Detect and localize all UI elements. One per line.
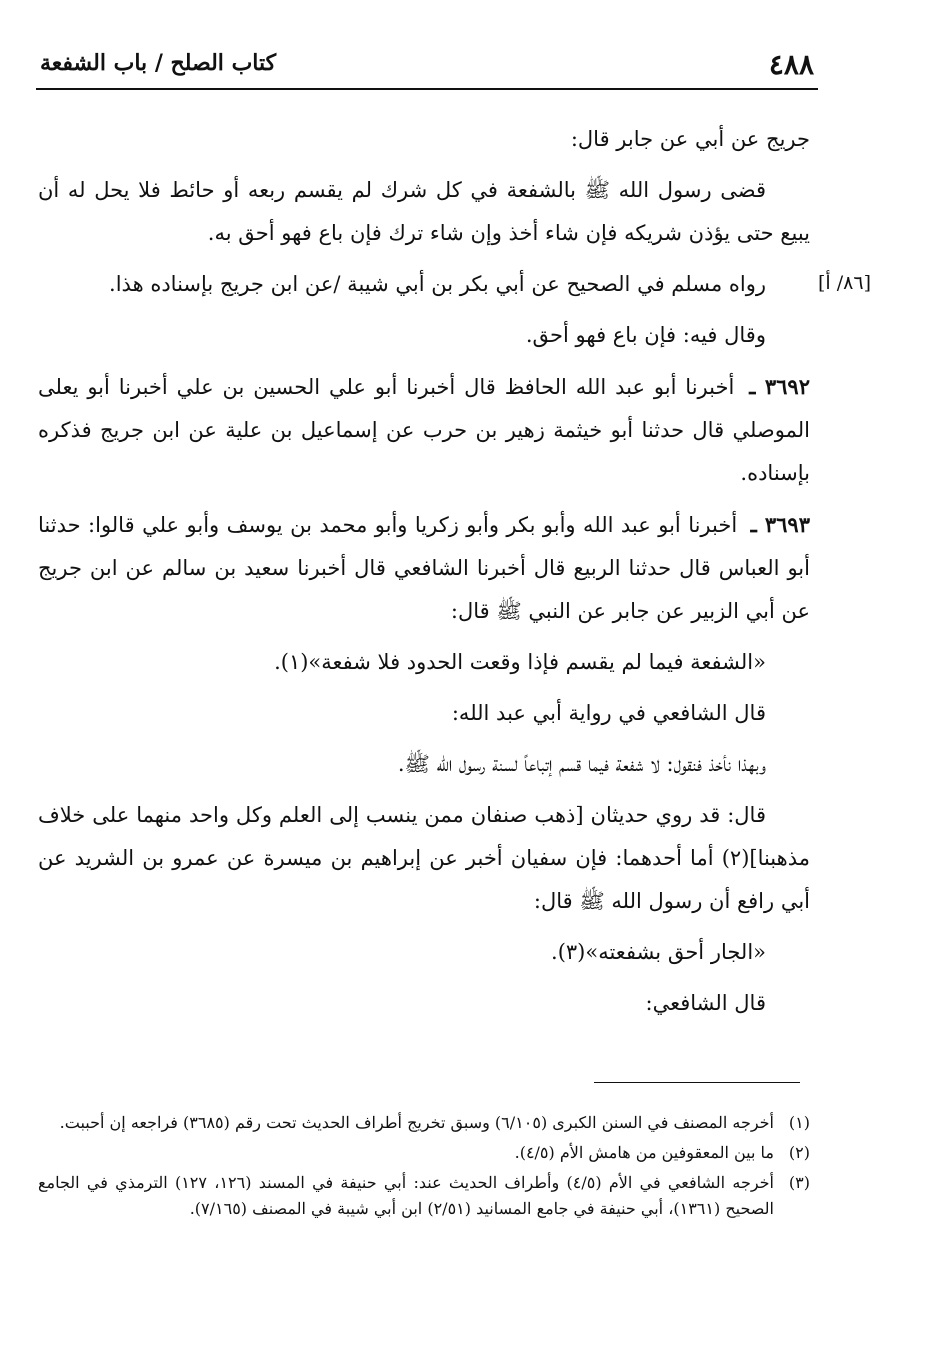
hadith-number: ٣٦٩٢ ـ — [749, 374, 810, 399]
paragraph — [38, 118, 810, 161]
paragraph-text: قال: قد روي حديثان [ذهب صنفان ممن ينسب إلى العلم وكل واحد منهما على خلاف مذهبنا](٢) أما أحدهما: فإن سفيان أخبر عن إبراهيم بن ميسرة عن عمرو بن الشريد عن أبي رافع أن رسول الله ﷺ قال: — [38, 803, 810, 913]
paragraph-text: أخبرنا أبو عبد الله وأبو بكر وأبو زكريا وأبو محمد بن يوسف وأبو علي قالوا: حدثنا أبو العباس قال حدثنا الربيع قال أخبرنا الشافعي قال أخبرنا سعيد بن سالم عن ابن جريج عن أبي الزبير عن جابر عن النبي ﷺ قال: — [38, 513, 810, 623]
paragraph — [38, 931, 810, 974]
paragraph-text: قال الشافعي في رواية أبي عبد الله: — [451, 701, 766, 725]
footnotes — [38, 1110, 810, 1226]
footnote-text: أخرجه الشافعي في الأم (٤/٥) وأطراف الحديث عند: أبي حنيفة في المسند (١٢٦، ١٢٧) الترمذي في الجامع الصحيح (١٣٦١)، أبي حنيفة في جامع المسانيد (٢/٥١) ابن أبي شيبة في المصنف (٧/١٦٥). — [38, 1173, 775, 1218]
footnote — [38, 1170, 810, 1222]
manuscript-folio-marker: [٨٦/ أ] — [818, 272, 871, 294]
paragraph — [38, 314, 810, 357]
paragraph-text: قضى رسول الله ﷺ بالشفعة في كل شرك لم يقسم ربعه أو حائط فلا يحل له أن يبيع حتى يؤذن شريكه فإن شاء أخذ وإن شاء ترك فإن باع فهو أحق به. — [38, 178, 810, 245]
footnote — [38, 1110, 810, 1136]
paragraph — [38, 263, 810, 306]
paragraph-text: وبهذا نأخذ فنقول: لا شفعة فيما قسم إتباعاً لسنة رسول الله ﷺ. — [397, 752, 766, 776]
paragraph-text: «الشفعة فيما لم يقسم فإذا وقعت الحدود فلا شفعة»(١). — [274, 650, 766, 674]
paragraph-text: «الجار أحق بشفعته»(٣). — [551, 940, 766, 964]
footnote-text: أخرجه المصنف في السنن الكبرى (٦/١٠٥) وسبق تخريج أطراف الحديث تحت رقم (٣٦٨٥) فراجعه إن أحببت. — [59, 1113, 774, 1132]
footnote — [38, 1140, 810, 1166]
paragraph — [38, 982, 810, 1025]
paragraph-text: أخبرنا أبو عبد الله الحافظ قال أخبرنا أبو علي الحسين بن علي أخبرنا أبو يعلى الموصلي قال حدثنا أبو خيثمة زهير بن حرب عن إسماعيل بن علية عن ابن جريج فذكره بإسناده. — [38, 375, 810, 485]
paragraph-text: رواه مسلم في الصحيح عن أبي بكر بن أبي شيبة /عن ابن جريج بإسناده هذا. — [109, 272, 766, 296]
footnote-text: ما بين المعقوفين من هامش الأم (٤/٥). — [514, 1143, 774, 1162]
paragraph — [38, 794, 810, 923]
footnote-mark: (٣) — [788, 1173, 810, 1192]
hadith-number: ٣٦٩٣ ـ — [750, 512, 810, 537]
main-text — [38, 118, 810, 1033]
page-number: ٤٨٨ — [768, 48, 814, 81]
paragraph — [38, 169, 810, 255]
paragraph-text: قال الشافعي: — [645, 991, 766, 1015]
page-header — [36, 40, 818, 90]
paragraph — [38, 641, 810, 684]
footnote-separator — [594, 1082, 800, 1083]
paragraph-text: وقال فيه: فإن باع فهو أحق. — [525, 323, 766, 347]
paragraph — [38, 692, 810, 735]
paragraph — [38, 743, 810, 786]
paragraph-text: جريج عن أبي عن جابر قال: — [570, 127, 810, 151]
hadith-paragraph — [38, 365, 810, 495]
footnote-mark: (٢) — [788, 1143, 810, 1162]
footnote-mark: (١) — [788, 1113, 810, 1132]
hadith-paragraph — [38, 503, 810, 633]
running-title: كتاب الصلح / باب الشفعة — [40, 50, 277, 76]
